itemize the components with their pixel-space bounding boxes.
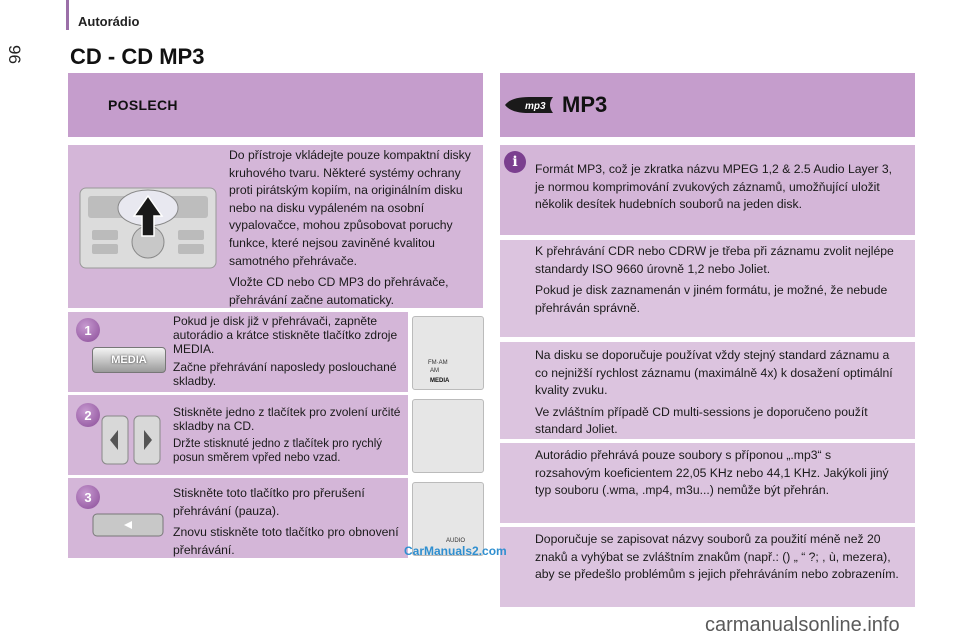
step-1-text xyxy=(173,314,403,392)
radio-cd-insert-icon xyxy=(78,180,218,272)
mp3-standards-paragraph-2: Pokud je disk zaznamenán v jiném formátu, je možné, že nebude přehráván správně. xyxy=(535,283,888,315)
mp3-standards-paragraph-1: K přehrávání CDR nebo CDRW je třeba při záznamu zvolit nejlépe standardy ISO 9660 úrovně 1,2 nebo Joliet. xyxy=(535,244,894,276)
mp3-recording-paragraph-1: Na disku se doporučuje používat vždy stejný standard záznamu a co nejnižší rychlost záznamu (maximálně 4x) k dosažení optimální kvality zvuku. xyxy=(535,348,893,398)
mp3-heading: MP3 xyxy=(562,92,608,117)
section-label: Autorádio xyxy=(78,14,140,29)
intro-paragraph-2: Vložte CD nebo CD MP3 do přehrávače, přehrávání začne automaticky. xyxy=(229,275,449,307)
mp3-standards-text xyxy=(535,243,895,321)
step-2-number: 2 xyxy=(76,403,100,427)
step-1-text-1: Pokud je disk již v přehrávači, zapněte autorádio a krátce stiskněte tlačítko zdroje MEDIA. xyxy=(173,314,398,356)
mp3-logo-icon xyxy=(503,95,555,115)
step-3-text-2: Znovu stiskněte toto tlačítko pro obnovení přehrávání. xyxy=(173,525,399,557)
media-button-image: MEDIA xyxy=(92,347,166,373)
step-2-text-2: Držte stisknuté jedno z tlačítek pro rychlý posun směrem vpřed nebo vzad. xyxy=(173,438,382,464)
intro-paragraph-1: Do přístroje vkládejte pouze kompaktní disky kruhového tvaru. Některé systémy ochrany proti pirátským kopiím, na originálním disku nebo na disku vypáleném na osobní vypalovačce, mohou způsobovat poruchy funkce, které nejsou zaviněné kvalitou samotného přehrávače. xyxy=(229,148,471,268)
intro-text xyxy=(229,147,479,313)
step-3-text xyxy=(173,485,403,563)
mp3-info-text: Formát MP3, což je zkratka názvu MPEG 1,2 & 2.5 Audio Layer 3, je normou komprimování zvukových záznamů, umožňující uložit několik desítek hudebních souborů na jeden disk. xyxy=(535,162,892,212)
step-3-text-1: Stiskněte toto tlačítko pro přerušení přehrávání (pauza). xyxy=(173,486,365,518)
radio-label-am: AM xyxy=(430,368,439,374)
pause-button-icon xyxy=(92,513,164,537)
poslech-heading: POSLECH xyxy=(108,97,178,113)
seek-buttons-icon xyxy=(100,414,162,466)
page-title: CD - CD MP3 xyxy=(70,44,205,69)
radio-label-media: MEDIA xyxy=(430,378,450,384)
radio-face-2 xyxy=(412,399,484,473)
watermark-bottom: carmanualsonline.info xyxy=(705,614,900,636)
mp3-format-text: Autorádio přehrává pouze soubory s příponou „.mp3“ s rozsahovým koeficientem 22,05 KHz nebo 44,1 KHz. Jakýkoli jiný typ souboru (.wma, .mp4, m3u...) nemůže být přehrán. xyxy=(535,448,889,498)
radio-label-fm-am: FM·AM xyxy=(428,360,448,366)
step-2-text-1: Stiskněte jedno z tlačítek pro zvolení určité skladby na CD. xyxy=(173,405,401,433)
step-2-radio-panel xyxy=(408,395,484,475)
mp3-recording-text xyxy=(535,347,895,443)
mp3-logo-text: mp3 xyxy=(525,101,546,112)
mp3-filenames-text: Doporučuje se zapisovat názvy souborů za použití méně než 20 znaků a vyhýbat se zvláštním znakům (např.: () „ “ ?; , ù, mezera), aby se předešlo problémům s jejich přehráváním nebo zobrazením. xyxy=(535,532,899,582)
page-number: 96 xyxy=(5,45,24,64)
step-1-radio-panel xyxy=(408,312,484,392)
watermark-middle: CarManuals2.com xyxy=(404,544,507,558)
mp3-recording-paragraph-2: Ve zvláštním případě CD multi-sessions je doporučeno použít standard Joliet. xyxy=(535,404,868,437)
step-3-number: 3 xyxy=(76,485,100,509)
step-1-number: 1 xyxy=(76,318,100,342)
radio-label-audio: AUDIO xyxy=(446,538,466,544)
step-1-text-2: Začne přehrávání naposledy poslouchané skladby. xyxy=(173,360,397,388)
info-icon: i xyxy=(504,151,526,173)
header-accent-bar xyxy=(66,0,69,30)
step-2-text xyxy=(173,405,405,469)
